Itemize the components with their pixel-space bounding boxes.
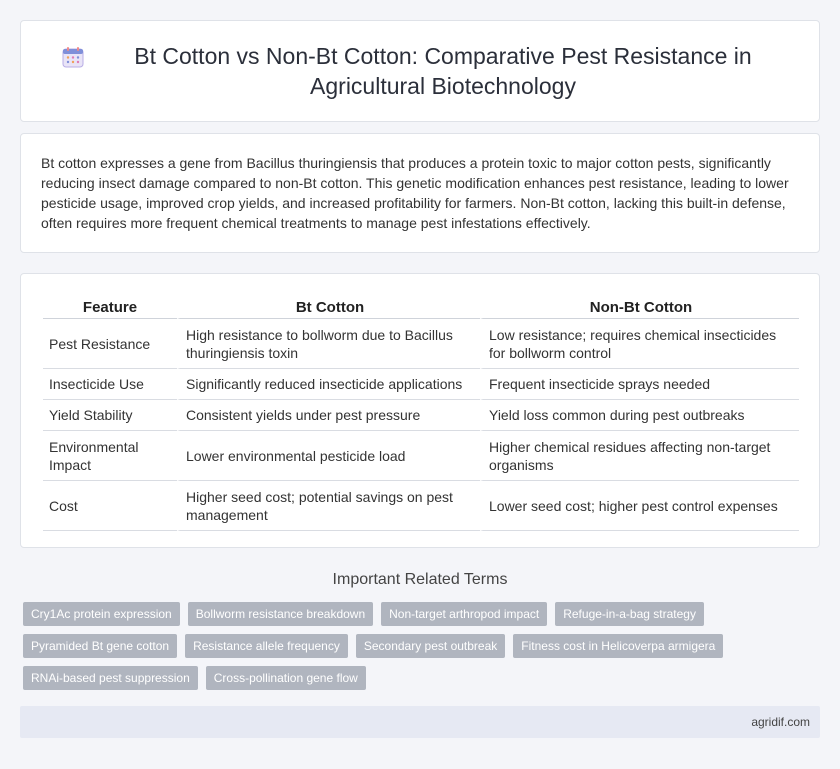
intro-card bbox=[20, 133, 820, 253]
header-feature: Feature bbox=[43, 294, 177, 319]
related-term-tag[interactable]: Cross-pollination gene flow bbox=[206, 666, 366, 690]
footer-site-link[interactable]: agridif.com bbox=[751, 715, 810, 729]
non-bt-cell: Frequent insecticide sprays needed bbox=[480, 369, 799, 400]
related-term-tag[interactable]: Resistance allele frequency bbox=[185, 634, 348, 658]
bt-cell: Consistent yields under pest pressure bbox=[177, 400, 480, 431]
comparison-table bbox=[43, 294, 799, 531]
non-bt-cell: Yield loss common during pest outbreaks bbox=[480, 400, 799, 431]
related-term-tag[interactable]: Non-target arthropod impact bbox=[381, 602, 547, 626]
table-row bbox=[43, 319, 799, 369]
page-title: Bt Cotton vs Non-Bt Cotton: Comparative Pest Resistance in Agricultural Biotechnology bbox=[134, 43, 752, 99]
related-term-tag[interactable]: Cry1Ac protein expression bbox=[23, 602, 180, 626]
comparison-card bbox=[20, 273, 820, 548]
table-row bbox=[43, 369, 799, 400]
bt-cell: Higher seed cost; potential savings on pest management bbox=[177, 481, 480, 531]
bt-cell: Lower environmental pesticide load bbox=[177, 431, 480, 481]
feature-cell: Insecticide Use bbox=[43, 369, 177, 400]
related-terms-list bbox=[23, 602, 823, 698]
feature-cell: Environmental Impact bbox=[43, 431, 177, 481]
related-term-tag[interactable]: Secondary pest outbreak bbox=[356, 634, 505, 658]
related-term-tag[interactable]: Bollworm resistance breakdown bbox=[188, 602, 373, 626]
intro-paragraph: Bt cotton expresses a gene from Bacillus thuringiensis that produces a protein toxic to major cotton pests, significantly reducing insect damage compared to non-Bt cotton. This genetic modification enhances pest resistance, leading to lower pesticide usage, improved crop yields, and increased profitability for farmers. Non-Bt cotton, lacking this built-in defense, often requires more frequent chemical treatments to manage pest infestations effectively. bbox=[41, 155, 789, 231]
footer bbox=[20, 706, 820, 738]
calendar-icon bbox=[61, 45, 85, 69]
non-bt-cell: Higher chemical residues affecting non-target organisms bbox=[480, 431, 799, 481]
feature-cell: Pest Resistance bbox=[43, 319, 177, 369]
table-row bbox=[43, 400, 799, 431]
table-header-row bbox=[43, 294, 799, 319]
bt-cell: Significantly reduced insecticide applications bbox=[177, 369, 480, 400]
header-card bbox=[20, 20, 820, 122]
table-row bbox=[43, 431, 799, 481]
feature-cell: Yield Stability bbox=[43, 400, 177, 431]
related-term-tag[interactable]: Fitness cost in Helicoverpa armigera bbox=[513, 634, 723, 658]
related-term-tag[interactable]: RNAi-based pest suppression bbox=[23, 666, 198, 690]
bt-cell: High resistance to bollworm due to Bacillus thuringiensis toxin bbox=[177, 319, 480, 369]
non-bt-cell: Lower seed cost; higher pest control expenses bbox=[480, 481, 799, 531]
header-bt-cotton: Bt Cotton bbox=[177, 294, 480, 319]
feature-cell: Cost bbox=[43, 481, 177, 531]
related-term-tag[interactable]: Refuge-in-a-bag strategy bbox=[555, 602, 704, 626]
related-terms-title: Important Related Terms bbox=[332, 571, 508, 588]
table-row bbox=[43, 481, 799, 531]
related-term-tag[interactable]: Pyramided Bt gene cotton bbox=[23, 634, 177, 658]
header-non-bt-cotton: Non-Bt Cotton bbox=[480, 294, 799, 319]
non-bt-cell: Low resistance; requires chemical insecticides for bollworm control bbox=[480, 319, 799, 369]
